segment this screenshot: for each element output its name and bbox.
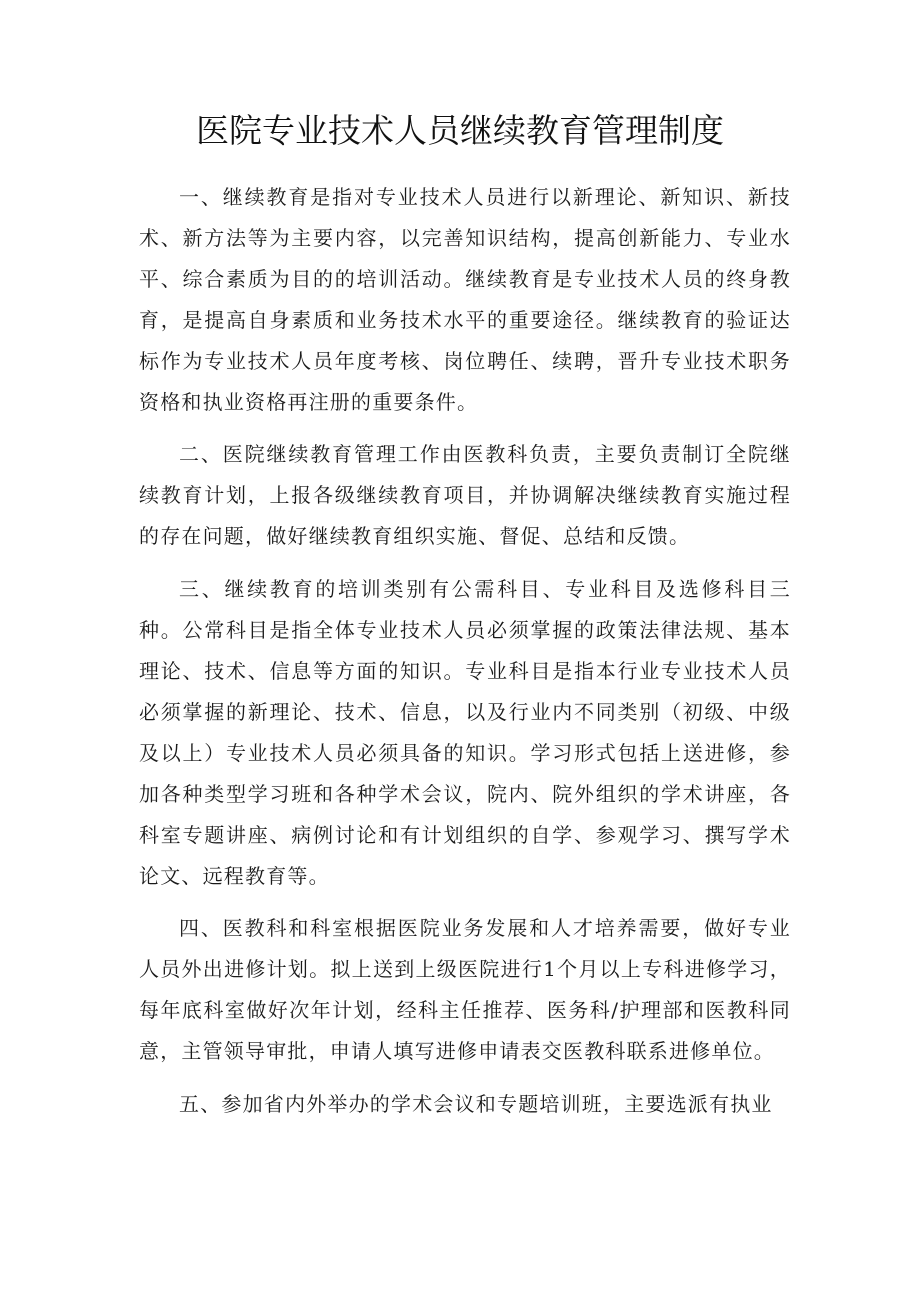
paragraph-3: 三、继续教育的培训类别有公需科目、专业科目及选修科目三种。公常科目是指全体专业技术人员必须掌握的政策法律法规、基本理论、技术、信息等方面的知识。专业科目是指本行业专业技术人员必须掌握的新理论、技术、信息，以及行业内不同类别（初级、中级及以上）专业技术人员必须具备的知识。学习形式包括上送进修，参加各种类型学习班和各种学术会议，院内、院外组织的学术讲座，各科室专题讲座、病例讨论和有计划组织的自学、参观学习、撰写学术论文、远程教育等。	[139, 577, 791, 888]
paragraph-1: 一、继续教育是指对专业技术人员进行以新理论、新知识、新技术、新方法等为主要内容，以完善知识结构，提高创新能力、专业水平、综合素质为目的的培训活动。继续教育是专业技术人员的终身教育，是提高自身素质和业务技术水平的重要途径。继续教育的验证达标作为专业技术人员年度考核、岗位聘任、续聘，晋升专业技术职务资格和执业资格再注册的重要条件。	[139, 185, 791, 414]
paragraph-2: 二、医院继续教育管理工作由医教科负责，主要负责制订全院继续教育计划，上报各级继续教育项目，并协调解决继续教育实施过程的存在问题，做好继续教育组织实施、督促、总结和反馈。	[139, 442, 791, 549]
document-title: 医院专业技术人员继续教育管理制度	[196, 111, 724, 150]
paragraph-4: 四、医教科和科室根据医院业务发展和人才培养需要，做好专业人员外出进修计划。拟上送到上级医院进行1个月以上专科进修学习，每年底科室做好次年计划，经科主任推荐、医务科/护理部和医教科同意，主管领导审批，申请人填写进修申请表交医教科联系进修单位。	[139, 916, 791, 1064]
paragraph-5: 五、参加省内外举办的学术会议和专题培训班，主要选派有执业	[179, 1092, 773, 1117]
document-body	[139, 177, 791, 1137]
